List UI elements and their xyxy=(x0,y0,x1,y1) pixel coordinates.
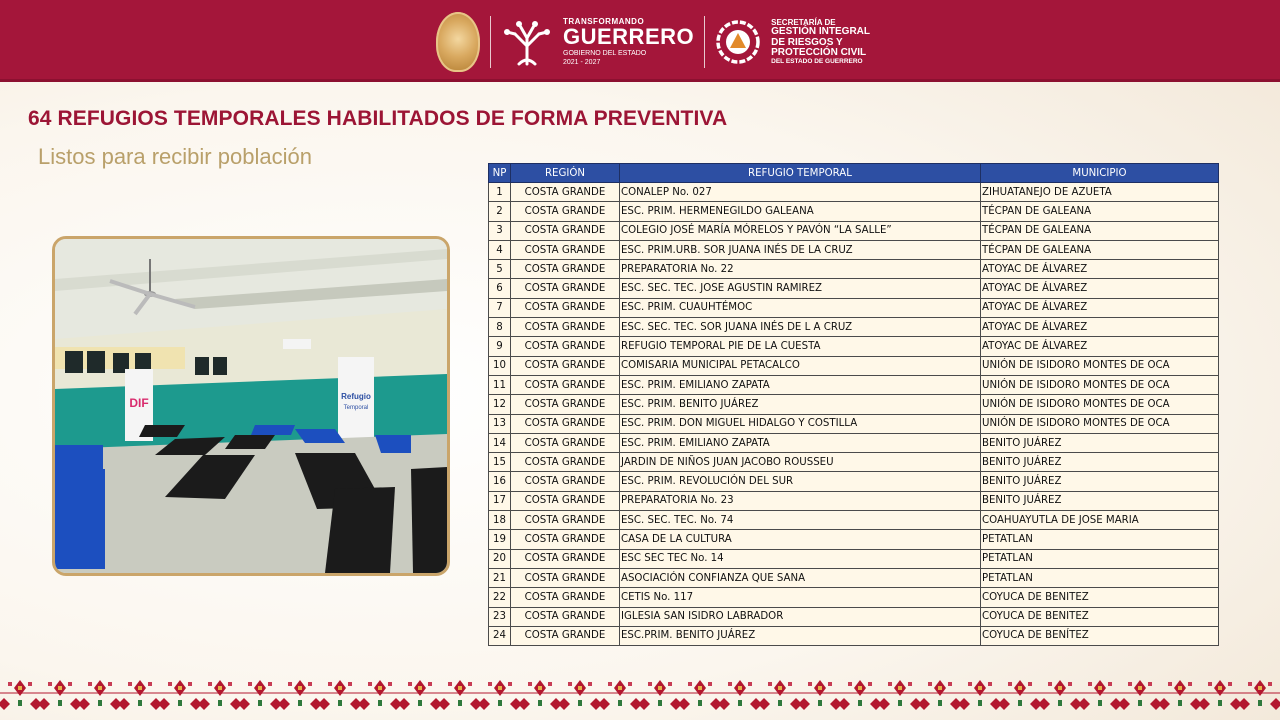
cell-region: COSTA GRANDE xyxy=(511,298,620,317)
cell-region: COSTA GRANDE xyxy=(511,530,620,549)
cell-region: COSTA GRANDE xyxy=(511,375,620,394)
table-row xyxy=(489,626,1219,645)
page-subtitle: Listos para recibir población xyxy=(38,144,312,169)
cell-region: COSTA GRANDE xyxy=(511,279,620,298)
cell-np: 2 xyxy=(489,202,511,221)
cell-municipality: TÉCPAN DE GALEANA xyxy=(981,221,1219,240)
cell-municipality: PETATLAN xyxy=(981,549,1219,568)
cell-municipality: BENITO JUÁREZ xyxy=(981,453,1219,472)
cell-np: 18 xyxy=(489,511,511,530)
cell-shelter: ESC.PRIM. BENITO JUÁREZ xyxy=(620,626,981,645)
table-row xyxy=(489,260,1219,279)
header-logos xyxy=(436,10,870,74)
header-shelter: REFUGIO TEMPORAL xyxy=(620,164,981,183)
cell-np: 6 xyxy=(489,279,511,298)
cell-np: 9 xyxy=(489,337,511,356)
cell-region: COSTA GRANDE xyxy=(511,549,620,568)
civil-protection-emblem-icon xyxy=(715,19,761,65)
cell-municipality: BENITO JUÁREZ xyxy=(981,433,1219,452)
cell-np: 13 xyxy=(489,414,511,433)
table-row xyxy=(489,279,1219,298)
shelters-table xyxy=(488,163,1219,646)
table-row xyxy=(489,568,1219,587)
header-np: NP xyxy=(489,164,511,183)
cell-municipality: UNIÓN DE ISIDORO MONTES DE OCA xyxy=(981,356,1219,375)
state-seal-icon xyxy=(436,12,480,72)
cell-municipality: COAHUAYUTLA DE JOSE MARIA xyxy=(981,511,1219,530)
cell-municipality: UNIÓN DE ISIDORO MONTES DE OCA xyxy=(981,414,1219,433)
cell-shelter: ESC. PRIM. HERMENEGILDO GALEANA xyxy=(620,202,981,221)
pc-line-5: DEL ESTADO DE GUERRERO xyxy=(771,57,863,65)
cell-region: COSTA GRANDE xyxy=(511,202,620,221)
gov-sub-text: GOBIERNO DEL ESTADO xyxy=(563,50,647,57)
cell-region: COSTA GRANDE xyxy=(511,221,620,240)
table-row xyxy=(489,414,1219,433)
cell-shelter: ESC. PRIM. DON MIGUEL HIDALGO Y COSTILLA xyxy=(620,414,981,433)
civil-protection-text xyxy=(771,19,870,66)
pc-line-1: SECRETARÍA DE xyxy=(771,17,836,27)
cell-shelter: CONALEP No. 027 xyxy=(620,183,981,202)
table-row xyxy=(489,240,1219,259)
cell-region: COSTA GRANDE xyxy=(511,626,620,645)
cell-shelter: ESC. PRIM.URB. SOR JUANA INÉS DE LA CRUZ xyxy=(620,240,981,259)
gov-years-text: 2021 - 2027 xyxy=(563,59,601,66)
cell-municipality: COYUCA DE BENITEZ xyxy=(981,588,1219,607)
cell-shelter: COMISARIA MUNICIPAL PETACALCO xyxy=(620,356,981,375)
cell-shelter: ESC. PRIM. REVOLUCIÓN DEL SUR xyxy=(620,472,981,491)
cell-np: 23 xyxy=(489,607,511,626)
cell-municipality: COYUCA DE BENITEZ xyxy=(981,607,1219,626)
banner-label-2: Temporal xyxy=(343,405,369,411)
table-row xyxy=(489,183,1219,202)
header-banner xyxy=(0,0,1280,82)
cell-region: COSTA GRANDE xyxy=(511,453,620,472)
cell-np: 15 xyxy=(489,453,511,472)
table-row xyxy=(489,453,1219,472)
cell-shelter: ESC SEC TEC No. 14 xyxy=(620,549,981,568)
header-municipality: MUNICIPIO xyxy=(981,164,1219,183)
cell-shelter: COLEGIO JOSÉ MARÍA MÓRELOS Y PAVÓN “LA SALLE” xyxy=(620,221,981,240)
table-row xyxy=(489,221,1219,240)
cell-municipality: ATOYAC DE ÁLVAREZ xyxy=(981,260,1219,279)
logo-divider xyxy=(490,16,491,68)
cell-municipality: ATOYAC DE ÁLVAREZ xyxy=(981,298,1219,317)
table-row xyxy=(489,530,1219,549)
cell-shelter: JARDIN DE NIÑOS JUAN JACOBO ROUSSEU xyxy=(620,453,981,472)
cell-np: 12 xyxy=(489,395,511,414)
cell-region: COSTA GRANDE xyxy=(511,511,620,530)
cell-np: 21 xyxy=(489,568,511,587)
cell-shelter: PREPARATORIA No. 23 xyxy=(620,491,981,510)
cell-shelter: ESC. PRIM. EMILIANO ZAPATA xyxy=(620,375,981,394)
cell-np: 10 xyxy=(489,356,511,375)
cell-shelter: ESC. PRIM. CUAUHTÉMOC xyxy=(620,298,981,317)
table-row xyxy=(489,472,1219,491)
table-row xyxy=(489,433,1219,452)
cell-shelter: PREPARATORIA No. 22 xyxy=(620,260,981,279)
header-region: REGIÓN xyxy=(511,164,620,183)
table-row xyxy=(489,356,1219,375)
cell-np: 11 xyxy=(489,375,511,394)
cell-shelter: CASA DE LA CULTURA xyxy=(620,530,981,549)
table-row xyxy=(489,202,1219,221)
cell-np: 4 xyxy=(489,240,511,259)
cell-np: 5 xyxy=(489,260,511,279)
cell-np: 19 xyxy=(489,530,511,549)
decorative-embroidery-border xyxy=(0,676,1280,710)
cell-region: COSTA GRANDE xyxy=(511,414,620,433)
air-conditioner-icon xyxy=(283,339,311,349)
cell-municipality: TÉCPAN DE GALEANA xyxy=(981,202,1219,221)
cell-municipality: ATOYAC DE ÁLVAREZ xyxy=(981,337,1219,356)
cell-municipality: ATOYAC DE ÁLVAREZ xyxy=(981,318,1219,337)
cell-np: 7 xyxy=(489,298,511,317)
shelter-photo xyxy=(52,236,450,576)
cell-municipality: COYUCA DE BENÍTEZ xyxy=(981,626,1219,645)
cell-region: COSTA GRANDE xyxy=(511,395,620,414)
cell-municipality: PETATLAN xyxy=(981,568,1219,587)
cell-np: 24 xyxy=(489,626,511,645)
table-body xyxy=(489,183,1219,646)
cell-shelter: ESC. PRIM. BENITO JUÁREZ xyxy=(620,395,981,414)
table-row xyxy=(489,375,1219,394)
cell-region: COSTA GRANDE xyxy=(511,568,620,587)
cell-municipality: BENITO JUÁREZ xyxy=(981,491,1219,510)
banner-label-1: Refugio xyxy=(341,392,371,401)
cell-np: 17 xyxy=(489,491,511,510)
cell-region: COSTA GRANDE xyxy=(511,588,620,607)
cell-np: 20 xyxy=(489,549,511,568)
gov-big-text: GUERRERO xyxy=(563,24,695,49)
cell-region: COSTA GRANDE xyxy=(511,356,620,375)
cell-np: 16 xyxy=(489,472,511,491)
cell-region: COSTA GRANDE xyxy=(511,607,620,626)
table-header-row xyxy=(489,164,1219,183)
cell-region: COSTA GRANDE xyxy=(511,433,620,452)
page-title: 64 REFUGIOS TEMPORALES HABILITADOS DE FORMA PREVENTIVA xyxy=(28,107,728,130)
pc-line-4: PROTECCIÓN CIVIL xyxy=(771,47,867,59)
pc-line-2: GESTIÓN INTEGRAL xyxy=(771,26,871,38)
cell-municipality: BENITO JUÁREZ xyxy=(981,472,1219,491)
cell-municipality: UNIÓN DE ISIDORO MONTES DE OCA xyxy=(981,395,1219,414)
cell-np: 14 xyxy=(489,433,511,452)
cell-region: COSTA GRANDE xyxy=(511,337,620,356)
tree-logo-icon xyxy=(501,16,553,68)
cell-np: 3 xyxy=(489,221,511,240)
cell-shelter: ASOCIACIÓN CONFIANZA QUE SANA xyxy=(620,568,981,587)
table-row xyxy=(489,318,1219,337)
cell-region: COSTA GRANDE xyxy=(511,472,620,491)
cell-shelter: IGLESIA SAN ISIDRO LABRADOR xyxy=(620,607,981,626)
cell-region: COSTA GRANDE xyxy=(511,183,620,202)
dif-label: DIF xyxy=(129,396,149,410)
government-logo-text xyxy=(563,18,694,66)
cell-municipality: ATOYAC DE ÁLVAREZ xyxy=(981,279,1219,298)
table-row xyxy=(489,607,1219,626)
cell-region: COSTA GRANDE xyxy=(511,240,620,259)
cell-shelter: ESC. SEC. TEC. SOR JUANA INÉS DE L A CRUZ xyxy=(620,318,981,337)
cell-np: 8 xyxy=(489,318,511,337)
cell-shelter: ESC. SEC. TEC. JOSE AGUSTIN RAMIREZ xyxy=(620,279,981,298)
cell-region: COSTA GRANDE xyxy=(511,491,620,510)
cell-municipality: ZIHUATANEJO DE AZUETA xyxy=(981,183,1219,202)
table-row xyxy=(489,549,1219,568)
cell-region: COSTA GRANDE xyxy=(511,260,620,279)
cell-np: 1 xyxy=(489,183,511,202)
cell-shelter: REFUGIO TEMPORAL PIE DE LA CUESTA xyxy=(620,337,981,356)
logo-divider xyxy=(704,16,705,68)
cell-shelter: CETIS No. 117 xyxy=(620,588,981,607)
cell-region: COSTA GRANDE xyxy=(511,318,620,337)
cell-shelter: ESC. SEC. TEC. No. 74 xyxy=(620,511,981,530)
gov-small-text: TRANSFORMANDO xyxy=(563,17,645,26)
shelter-room-illustration xyxy=(55,239,447,573)
pc-line-3: DE RIESGOS Y xyxy=(771,36,843,48)
cell-shelter: ESC. PRIM. EMILIANO ZAPATA xyxy=(620,433,981,452)
cell-np: 22 xyxy=(489,588,511,607)
table-row xyxy=(489,511,1219,530)
table-row xyxy=(489,337,1219,356)
cell-municipality: PETATLAN xyxy=(981,530,1219,549)
table-row xyxy=(489,298,1219,317)
cell-municipality: TÉCPAN DE GALEANA xyxy=(981,240,1219,259)
table-row xyxy=(489,395,1219,414)
table-row xyxy=(489,491,1219,510)
cell-municipality: UNIÓN DE ISIDORO MONTES DE OCA xyxy=(981,375,1219,394)
table-row xyxy=(489,588,1219,607)
